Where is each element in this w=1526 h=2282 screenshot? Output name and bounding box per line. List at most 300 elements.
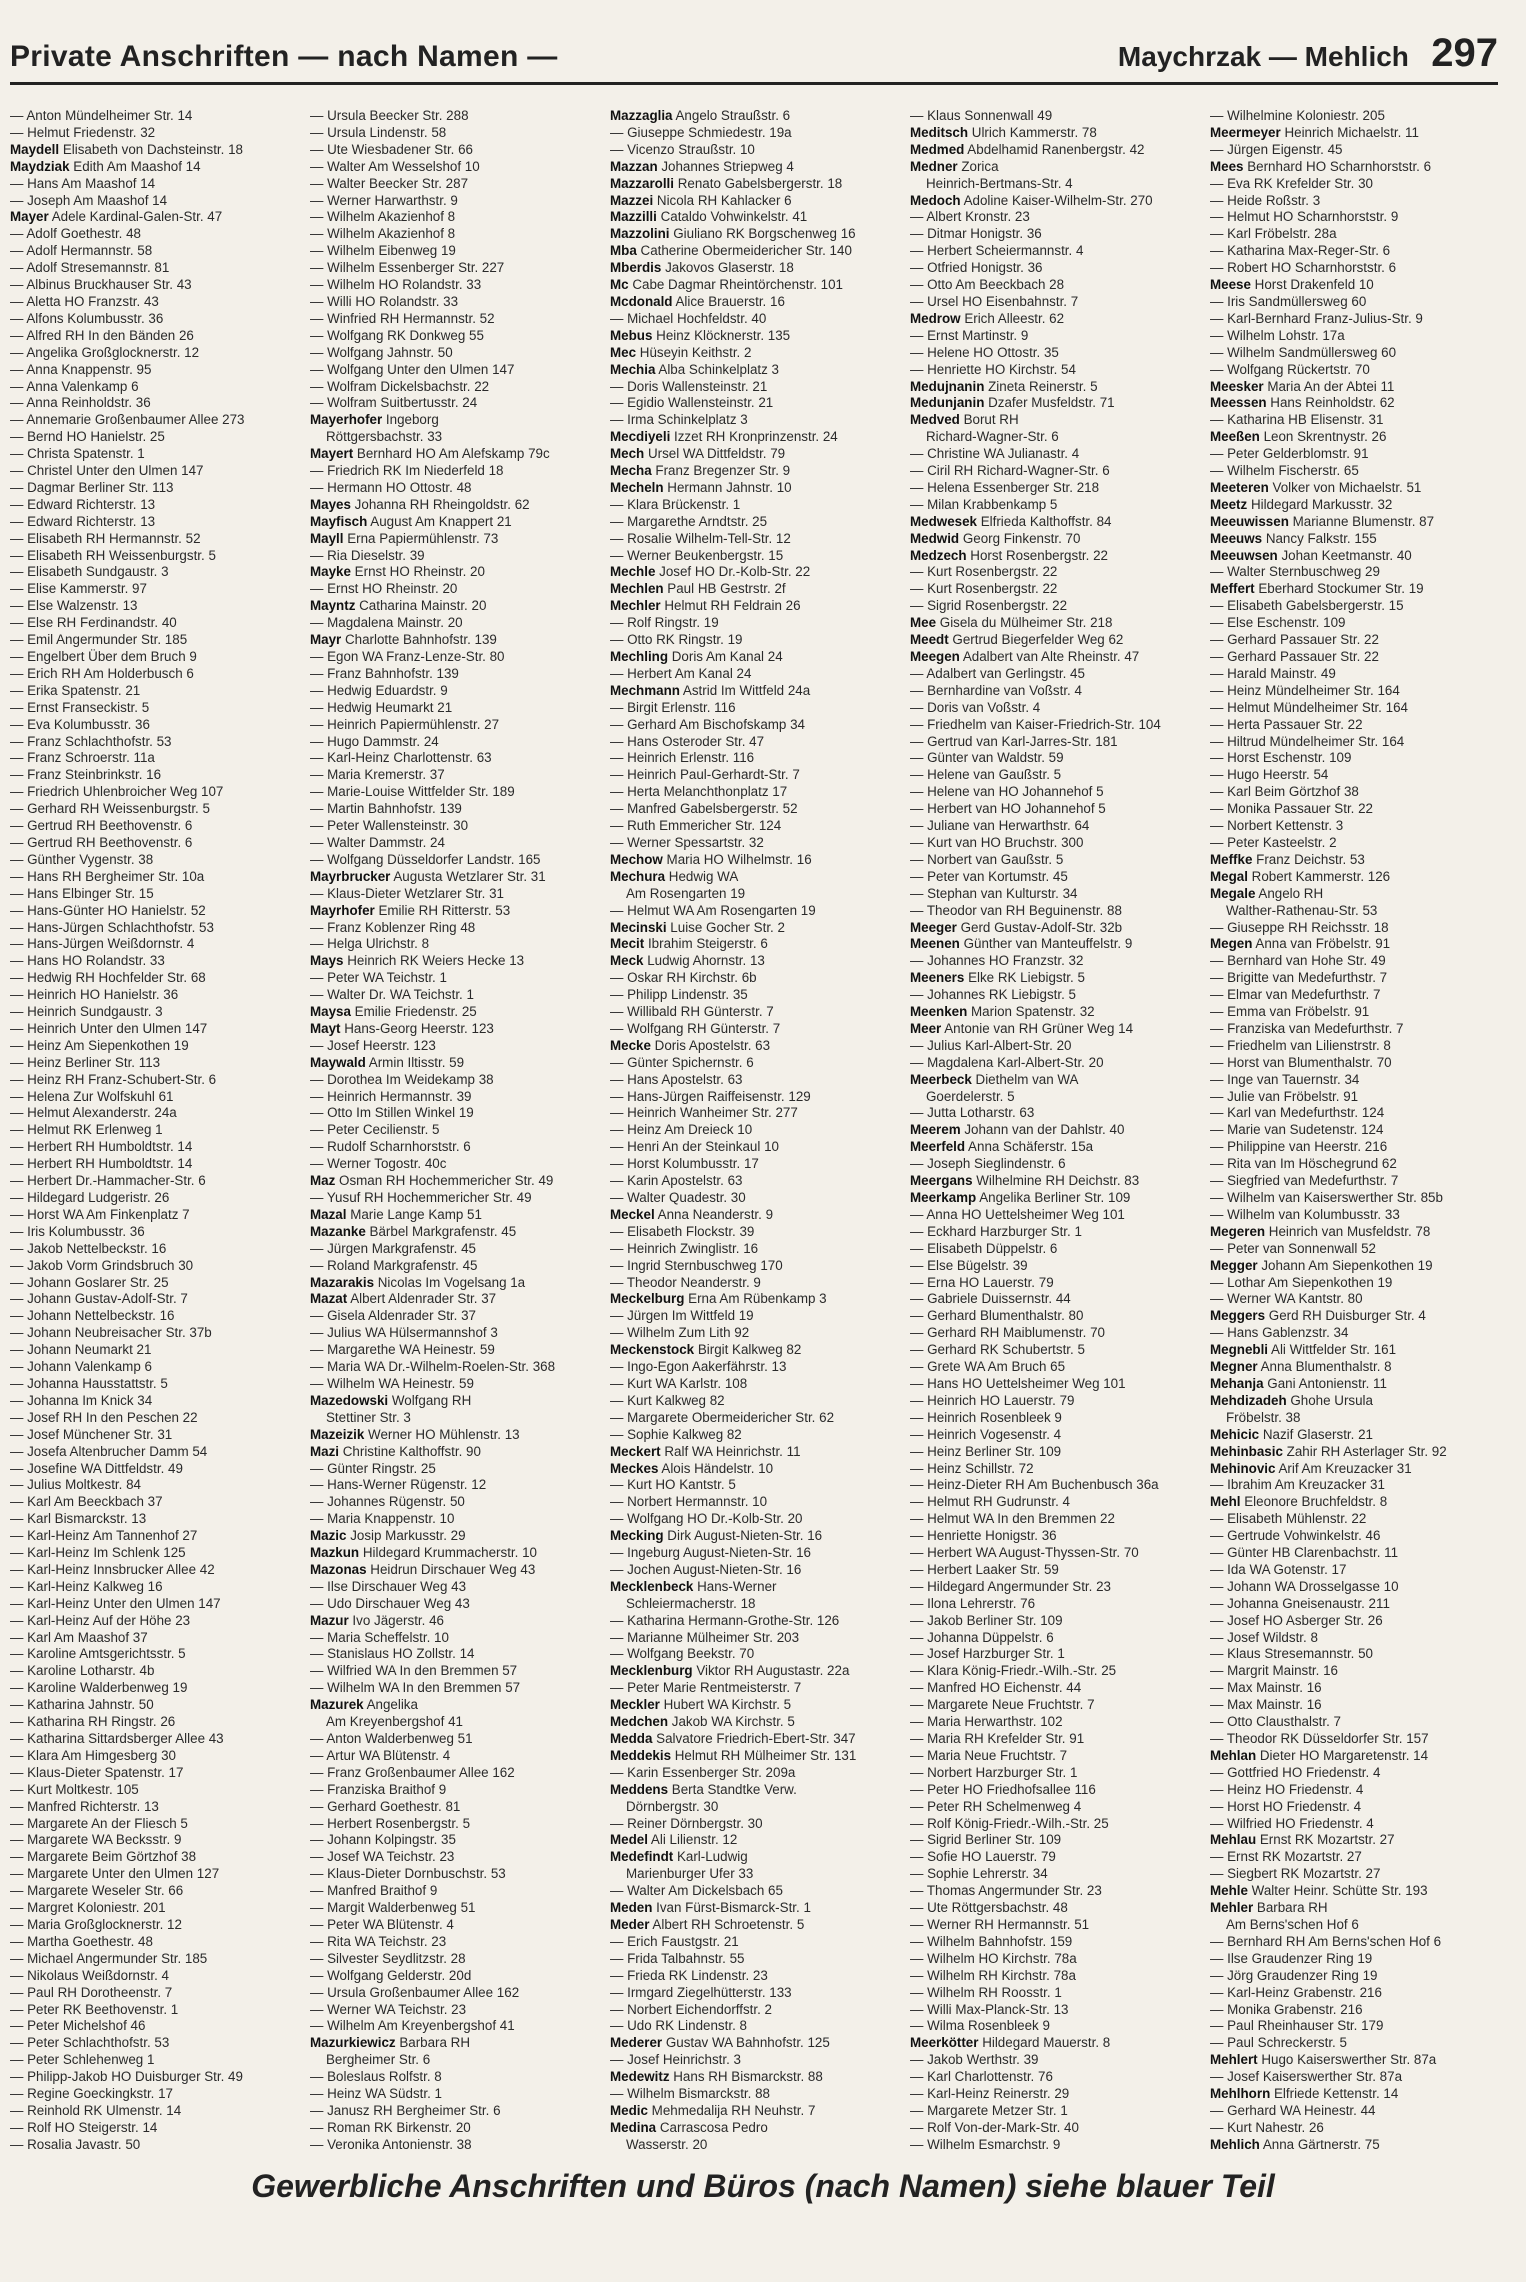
directory-entry: — Karoline Walderbenweg 19 [10, 1680, 188, 1696]
directory-entry: — Heinrich Zwinglistr. 16 [610, 1240, 759, 1256]
directory-entry: — Max Mainstr. 16 [1210, 1680, 1322, 1696]
directory-entry: — Margarete Unter den Ulmen 127 [10, 1866, 220, 1882]
directory-entry: Meddens Berta Standtke Verw. [610, 1781, 797, 1797]
directory-entry: — Engelbert Über dem Bruch 9 [10, 649, 197, 664]
directory-entry: Goerdelerstr. 5 [926, 1088, 1015, 1104]
directory-entry: — Klaus-Dieter Spatenstr. 17 [10, 1764, 184, 1780]
directory-entry: — Karin Apostelstr. 63 [610, 1173, 743, 1189]
directory-entry: Medel Ali Lilienstr. 12 [610, 1832, 738, 1848]
directory-entry: Meesker Maria An der Abtei 11 [1210, 378, 1395, 394]
directory-entry: — Angelika Großglocknerstr. 12 [10, 344, 200, 360]
directory-entry: Mazzan Johannes Striepweg 4 [610, 158, 794, 174]
directory-entry: — Erna HO Lauerstr. 79 [910, 1274, 1054, 1290]
directory-entry: Megeren Heinrich van Musfeldstr. 78 [1210, 1223, 1431, 1239]
directory-entry: — Christel Unter den Ulmen 147 [10, 463, 204, 479]
directory-entry: — Wolfram Suitbertusstr. 24 [310, 395, 478, 411]
directory-entry: Mazzarolli Renato Gabelsbergerstr. 18 [610, 175, 843, 191]
directory-entry: — Dorothea Im Weidekamp 38 [310, 1071, 494, 1087]
directory-entry: — Klara Brückenstr. 1 [610, 496, 741, 512]
directory-entry: — Ernst Martinstr. 9 [910, 327, 1029, 343]
directory-entry: — Paul Schreckerstr. 5 [1210, 2035, 1347, 2051]
directory-entry: Meerkötter Hildegard Mauerstr. 8 [910, 2035, 1111, 2051]
directory-entry: — Hans-Werner Rügenstr. 12 [310, 1477, 487, 1493]
directory-entry: — Thomas Angermunder Str. 23 [910, 1883, 1102, 1899]
directory-entry: — Katharina Sittardsberger Allee 43 [10, 1731, 224, 1746]
directory-entry: — Nikolaus Weißdornstr. 4 [10, 1967, 170, 1983]
directory-entry: Meder Albert RH Schroetenstr. 5 [610, 1916, 805, 1932]
directory-entry: — Johann Nettelbeckstr. 16 [10, 1308, 175, 1324]
directory-entry: — Heide Roßstr. 3 [1210, 192, 1321, 208]
directory-entry: — Gertrud van Karl-Jarres-Str. 181 [910, 733, 1118, 749]
directory-entry: — Gertrud RH Beethovenstr. 6 [10, 834, 193, 850]
directory-entry: — Wolfgang Düsseldorfer Landstr. 165 [310, 851, 541, 867]
directory-entry: Megger Johann Am Siepenkothen 19 [1210, 1257, 1433, 1273]
directory-entry: — Wilma Rosenbleek 9 [910, 2018, 1050, 2034]
directory-entry: — Josef Münchener Str. 31 [10, 1426, 173, 1442]
directory-entry: — Egidio Wallensteinstr. 21 [610, 395, 774, 411]
directory-entry: Heinrich-Bertmans-Str. 4 [926, 175, 1073, 191]
directory-entry: — Günter Spichernstr. 6 [610, 1054, 754, 1070]
directory-entry: — Gerhard Goethestr. 81 [310, 1798, 461, 1814]
directory-entry: — Philipp Lindenstr. 35 [610, 987, 748, 1003]
directory-entry: Meenken Marion Spatenstr. 32 [910, 1004, 1095, 1020]
directory-entry: — Giuseppe Schmiedestr. 19a [610, 124, 792, 140]
directory-entry: — Helmut RH Gudrunstr. 4 [910, 1494, 1070, 1510]
directory-entry: — Heinrich Rosenbleek 9 [910, 1409, 1062, 1425]
directory-entry: Mazurek Angelika [310, 1697, 418, 1713]
directory-entry: — Hans Elbinger Str. 15 [10, 885, 154, 901]
directory-entry: — Jürgen Im Wittfeld 19 [610, 1308, 754, 1324]
directory-entry: — Heinrich Papiermühlenstr. 27 [310, 716, 500, 732]
directory-entry: — Heinrich Sundgaustr. 3 [10, 1004, 163, 1020]
directory-entry: — Friedhelm van Kaiser-Friedrich-Str. 104 [910, 716, 1161, 732]
directory-entry: — Manfred Gabelsbergerstr. 52 [610, 801, 798, 817]
directory-entry: — Anton Mündelheimer Str. 14 [10, 108, 193, 123]
directory-entry: Mecklenburg Viktor RH Augustastr. 22a [610, 1663, 850, 1679]
listing-column-1 [10, 108, 298, 2154]
directory-entry: — Johann Gustav-Adolf-Str. 7 [10, 1291, 188, 1307]
directory-entry: — Helmut Friedenstr. 32 [10, 124, 156, 140]
directory-entry: — Josef WA Teichstr. 23 [310, 1849, 455, 1865]
directory-entry: — Marie van Sudetenstr. 124 [1210, 1122, 1384, 1138]
directory-entry: — Johanna Hausstattstr. 5 [10, 1375, 168, 1391]
directory-entry: Mayerhofer Ingeborg [310, 412, 439, 428]
directory-entry: — Frieda RK Lindenstr. 23 [610, 1967, 768, 1983]
directory-entry: — Wilhelm Esmarchstr. 9 [910, 2136, 1061, 2152]
directory-entry: — Karl-Bernhard Franz-Julius-Str. 9 [1210, 310, 1423, 326]
directory-entry: — Hans Am Maashof 14 [10, 175, 156, 191]
directory-entry: Mazzilli Cataldo Vohwinkelstr. 41 [610, 209, 808, 225]
directory-entry: — Gerhard Passauer Str. 22 [1210, 632, 1379, 648]
directory-entry: Mazedowski Wolfgang RH [310, 1392, 472, 1408]
directory-entry: — Gerhard RH Weissenburgstr. 5 [10, 801, 210, 817]
directory-entry: — Werner WA Kantstr. 80 [1210, 1291, 1363, 1307]
directory-entry: Wasserstr. 20 [626, 2136, 708, 2152]
directory-entry: — Karl-Heinz Grabenstr. 216 [1210, 1984, 1382, 2000]
directory-entry: — Wolfgang RH Günterstr. 7 [610, 1020, 781, 1036]
directory-entry: Meergans Wilhelmine RH Deichstr. 83 [910, 1173, 1140, 1189]
directory-entry: Walther-Rathenau-Str. 53 [1226, 902, 1378, 918]
directory-entry: — Helmut HO Scharnhorststr. 9 [1210, 209, 1399, 225]
directory-entry: — Helena Essenberger Str. 218 [910, 479, 1100, 495]
directory-entry: — Wolfgang Jahnstr. 50 [310, 344, 453, 360]
directory-entry: Medner Zorica [910, 158, 999, 174]
directory-entry: — Helmut WA In den Bremmen 22 [910, 1511, 1115, 1527]
directory-entry: — Günther Vygenstr. 38 [10, 851, 154, 867]
directory-entry: — Henri An der Steinkaul 10 [610, 1139, 779, 1155]
directory-entry: — Werner Spessartstr. 32 [610, 834, 764, 850]
directory-entry: — Theodor van RH Beguinenstr. 88 [910, 902, 1122, 918]
directory-entry: — Roman RK Birkenstr. 20 [310, 2119, 471, 2135]
directory-entry: Mechler Helmut RH Feldrain 26 [610, 598, 801, 614]
directory-entry: — Klara Am Himgesberg 30 [10, 1747, 176, 1763]
directory-entry: — Wilhelm van Kolumbusstr. 33 [1210, 1206, 1400, 1222]
directory-entry: — Ibrahim Am Kreuzacker 31 [1210, 1477, 1385, 1493]
directory-entry: — Klara König-Friedr.-Wilh.-Str. 25 [910, 1663, 1117, 1679]
directory-entry: — Gerhard RH Maiblumenstr. 70 [910, 1325, 1105, 1341]
directory-entry: Am Berns'schen Hof 6 [1226, 1916, 1359, 1932]
directory-entry: Mecha Franz Bregenzer Str. 9 [610, 463, 791, 479]
directory-entry: Mees Bernhard HO Scharnhorststr. 6 [1210, 158, 1432, 174]
directory-entry: — Hans Osteroder Str. 47 [610, 733, 765, 749]
directory-entry: — Michael Hochfeldstr. 40 [610, 310, 767, 326]
directory-entry: Mehlhorn Elfriede Kettenstr. 14 [1210, 2086, 1399, 2102]
directory-entry: — Wilhelm Lohstr. 17a [1210, 327, 1345, 343]
directory-entry: — Helmut WA Am Rosengarten 19 [610, 902, 816, 918]
directory-entry: — Siegbert RK Mozartstr. 27 [1210, 1866, 1381, 1882]
directory-entry: — Klaus-Dieter Wetzlarer Str. 31 [310, 885, 504, 901]
directory-entry: Maydziak Edith Am Maashof 14 [10, 158, 201, 174]
directory-entry: Medefindt Karl-Ludwig [610, 1849, 748, 1865]
directory-entry: — Helmut Mündelheimer Str. 164 [1210, 699, 1408, 715]
directory-entry: — Margarete An der Fliesch 5 [10, 1815, 188, 1831]
directory-entry: — Karl-Heinz Im Schlenk 125 [10, 1545, 186, 1561]
directory-entry: — Katharina Max-Reger-Str. 6 [1210, 243, 1391, 259]
directory-entry: — Bernhard RH Am Berns'schen Hof 6 [1210, 1933, 1442, 1949]
directory-entry: — Wilhelmine Koloniestr. 205 [1210, 108, 1385, 123]
directory-entry: — Jakob Vorm Grindsbruch 30 [10, 1257, 194, 1273]
directory-entry: — Kurt Nahestr. 26 [1210, 2119, 1324, 2135]
directory-entry: — Heinz Schillstr. 72 [910, 1460, 1034, 1476]
directory-entry: — Heinrich Hermannstr. 39 [310, 1088, 472, 1104]
directory-entry: Mayfisch August Am Knappert 21 [310, 513, 512, 529]
directory-entry: — Rolf Ringstr. 19 [610, 615, 719, 631]
directory-entry: — Martha Goethestr. 48 [10, 1933, 153, 1949]
directory-entry: — Helmut RK Erlenweg 1 [10, 1122, 163, 1138]
directory-entry: — Anna Knappenstr. 95 [10, 361, 152, 377]
directory-entry: Mechura Hedwig WA [610, 868, 739, 884]
directory-entry: Mecking Dirk August-Nieten-Str. 16 [610, 1528, 823, 1544]
directory-entry: — Margarete Metzer Str. 1 [910, 2102, 1068, 2118]
directory-entry: — Horst HO Friedenstr. 4 [1210, 1798, 1362, 1814]
directory-entry: — Herbert Laaker Str. 59 [910, 1561, 1059, 1577]
directory-entry: — Sophie Kalkweg 82 [610, 1426, 742, 1442]
directory-entry: — Walter Dammstr. 24 [310, 834, 445, 850]
directory-entry: — Joseph Sieglindenstr. 6 [910, 1156, 1066, 1172]
directory-entry: — Margarete Beim Görtzhof 38 [10, 1849, 197, 1865]
directory-entry: — Boleslaus Rolfstr. 8 [310, 2069, 442, 2085]
directory-entry: Röttgersbachstr. 33 [326, 429, 443, 445]
directory-entry: — Josefa Altenbrucher Damm 54 [10, 1443, 208, 1459]
directory-entry: — Ilse Graudenzer Ring 19 [1210, 1950, 1373, 1966]
directory-entry: Maz Osman RH Hochemmericher Str. 49 [310, 1173, 554, 1189]
directory-entry: — Helena Zur Wolfskuhl 61 [10, 1088, 174, 1104]
directory-entry: — Karl Am Maashof 37 [10, 1629, 148, 1645]
directory-entry: — Wolfgang HO Dr.-Kolb-Str. 20 [610, 1511, 803, 1527]
directory-entry: — Karl Fröbelstr. 28a [1210, 226, 1337, 242]
directory-entry: — Wilhelm Am Kreyenbergshof 41 [310, 2018, 515, 2034]
directory-entry: — Jörg Graudenzer Ring 19 [1210, 1967, 1378, 1983]
directory-entry: — Manfred Braithof 9 [310, 1883, 438, 1899]
directory-entry: — Heinrich Vogesenstr. 4 [910, 1426, 1062, 1442]
directory-entry: — Margit Walderbenweg 51 [310, 1900, 476, 1916]
directory-entry: — Wilhelm van Kaiserswerther Str. 85b [1210, 1190, 1443, 1205]
directory-entry: — Peter Kasteelstr. 2 [1210, 834, 1337, 850]
directory-entry: — Elisabeth Düppelstr. 6 [910, 1240, 1058, 1256]
directory-entry: — Otto RK Ringstr. 19 [610, 632, 743, 648]
directory-entry: Mecklenbeck Hans-Werner [610, 1578, 777, 1594]
directory-entry: — Friedhelm van Lilienstrstr. 8 [1210, 1037, 1391, 1053]
directory-entry: Meerkamp Angelika Berliner Str. 109 [910, 1190, 1131, 1205]
directory-entry: — Johannes Rügenstr. 50 [310, 1494, 465, 1510]
directory-entry: — Marie-Louise Wittfelder Str. 189 [310, 784, 515, 800]
directory-entry: — Heinrich Paul-Gerhardt-Str. 7 [610, 767, 800, 783]
directory-entry: Meeuws Nancy Falkstr. 155 [1210, 530, 1377, 546]
directory-entry: — Sigrid Rosenbergstr. 22 [910, 598, 1068, 614]
directory-entry: — Walter Dr. WA Teichstr. 1 [310, 987, 474, 1003]
directory-entry: — Elisabeth Mühlenstr. 22 [1210, 1511, 1367, 1527]
directory-entry: Meeteren Volker von Michaelstr. 51 [1210, 479, 1422, 495]
directory-entry: — Adolf Hermannstr. 58 [10, 243, 153, 259]
directory-entry: Meerfeld Anna Schäferstr. 15a [910, 1139, 1094, 1155]
directory-entry: — Heinz HO Friedenstr. 4 [1210, 1781, 1364, 1797]
directory-entry: — Wilhelm Fischerstr. 65 [1210, 463, 1359, 479]
directory-entry: — Marianne Mülheimer Str. 203 [610, 1629, 800, 1645]
directory-entry: — Else Eschenstr. 109 [1210, 615, 1346, 631]
directory-entry: Meerbeck Diethelm van WA [910, 1071, 1079, 1087]
directory-entry: Mehlert Hugo Kaiserswerther Str. 87a [1210, 2052, 1437, 2068]
directory-entry: — Hans HO Rolandstr. 33 [10, 953, 165, 969]
directory-entry: — Jürgen Markgrafenstr. 45 [310, 1240, 476, 1256]
directory-entry: — Gerhard RK Schubertstr. 5 [910, 1342, 1085, 1358]
directory-entry: — Günter Ringstr. 25 [310, 1460, 436, 1476]
directory-entry: — Katharina RH Ringstr. 26 [10, 1714, 176, 1730]
directory-entry: Mehinovic Arif Am Kreuzacker 31 [1210, 1460, 1412, 1476]
directory-entry: — Edward Richterstr. 13 [10, 513, 156, 529]
directory-entry: — Josef Kaiserswerther Str. 87a [1210, 2069, 1403, 2085]
directory-entry: — Anna HO Uettelsheimer Weg 101 [910, 1206, 1125, 1222]
directory-entry: — Horst Kolumbusstr. 17 [610, 1156, 759, 1172]
directory-entry: — Gerhard Blumenthalstr. 80 [910, 1308, 1084, 1324]
directory-entry: Maywald Armin Iltisstr. 59 [310, 1054, 465, 1070]
directory-entry: — Peter WA Blütenstr. 4 [310, 1916, 454, 1932]
directory-entry: — Wilhelm WA Heinestr. 59 [310, 1375, 474, 1391]
directory-entry: Mechlen Paul HB Gestrstr. 2f [610, 581, 786, 597]
directory-entry: — Friedrich RK Im Niederfeld 18 [310, 463, 504, 479]
directory-entry: — Irma Schinkelplatz 3 [610, 412, 748, 428]
directory-entry: — Kurt van HO Bruchstr. 300 [910, 834, 1084, 850]
directory-entry: Mayr Charlotte Bahnhofstr. 139 [310, 632, 497, 648]
directory-entry: — Klaus Stresemannstr. 50 [1210, 1646, 1373, 1662]
directory-entry: — Walter Sternbuschweg 29 [1210, 564, 1380, 580]
directory-entry: Meer Antonie van RH Grüner Weg 14 [910, 1020, 1134, 1036]
directory-entry: — Egon WA Franz-Lenze-Str. 80 [310, 649, 505, 664]
directory-entry: Mehlich Anna Gärtnerstr. 75 [1210, 2136, 1380, 2152]
directory-entry: Meckler Hubert WA Kirchstr. 5 [610, 1697, 792, 1713]
directory-entry: — Gerhard Passauer Str. 22 [1210, 649, 1379, 664]
directory-entry: — Ursula Großenbaumer Allee 162 [310, 1984, 520, 2000]
directory-entry: — Elisabeth Sundgaustr. 3 [10, 564, 169, 580]
directory-entry: — Josef Heinrichstr. 3 [610, 2052, 741, 2068]
directory-entry: — Albinus Bruckhauser Str. 43 [10, 277, 192, 293]
directory-entry: — Sigrid Berliner Str. 109 [910, 1832, 1062, 1848]
directory-entry: — Katharina HB Elisenstr. 31 [1210, 412, 1384, 428]
directory-entry: Mazarakis Nicolas Im Vogelsang 1a [310, 1274, 526, 1290]
directory-entry: — Willi Max-Planck-Str. 13 [910, 2001, 1069, 2017]
directory-entry: — Peter Michelshof 46 [10, 2018, 146, 2034]
directory-entry: — Alfons Kolumbusstr. 36 [10, 310, 164, 326]
directory-entry: Schleiermacherstr. 18 [626, 1595, 756, 1611]
directory-entry: — Horst Eschenstr. 109 [1210, 750, 1352, 766]
directory-entry: — Ruth Emmericher Str. 124 [610, 818, 782, 834]
directory-entry: — Karl-Heinz Am Tannenhof 27 [10, 1528, 198, 1544]
directory-entry: — Friedrich Uhlenbroicher Weg 107 [10, 784, 224, 800]
directory-entry: Mazkun Hildegard Krummacherstr. 10 [310, 1545, 537, 1561]
directory-entry: — Maria Knappenstr. 10 [310, 1511, 455, 1527]
directory-entry: — Johann Goslarer Str. 25 [10, 1274, 169, 1290]
directory-entry: — Aletta HO Franzstr. 43 [10, 293, 159, 309]
directory-entry: Meck Ludwig Ahornstr. 13 [610, 953, 765, 969]
directory-entry: — Elmar van Medefurthstr. 7 [1210, 987, 1381, 1003]
directory-entry: Medmed Abdelhamid Ranenbergstr. 42 [910, 141, 1145, 157]
directory-entry: — Werner Harwarthstr. 9 [310, 192, 458, 208]
page-title: Private Anschriften — nach Namen — [10, 40, 558, 73]
directory-entry: Mehlan Dieter HO Margaretenstr. 14 [1210, 1747, 1429, 1763]
directory-entry: — Johanna Gneisenaustr. 211 [1210, 1595, 1390, 1611]
directory-entry: — Walter Am Wesselshof 10 [310, 158, 480, 174]
directory-entry: — Josefine WA Dittfeldstr. 49 [10, 1460, 183, 1476]
directory-entry: Maysa Emilie Friedenstr. 25 [310, 1004, 477, 1020]
directory-entry: — Helga Ulrichstr. 8 [310, 936, 430, 952]
directory-entry: — Hermann HO Ottostr. 48 [310, 479, 472, 495]
directory-entry: — Helmut Alexanderstr. 24a [10, 1105, 177, 1121]
directory-entry: Meddekis Helmut RH Mülheimer Str. 131 [610, 1747, 857, 1763]
directory-entry: — Karl-Heinz Innsbrucker Allee 42 [10, 1561, 215, 1577]
directory-entry: — Jürgen Eigenstr. 45 [1210, 141, 1343, 157]
directory-entry: — Max Mainstr. 16 [1210, 1697, 1322, 1713]
directory-entry: Mayntz Catharina Mainstr. 20 [310, 598, 487, 614]
directory-entry: — Peter HO Friedhofsallee 116 [910, 1781, 1096, 1797]
directory-entry: Fröbelstr. 38 [1226, 1409, 1301, 1425]
directory-entry: — Werner WA Teichstr. 23 [310, 2001, 467, 2017]
directory-entry: Medda Salvatore Friedrich-Ebert-Str. 347 [610, 1731, 856, 1746]
directory-entry: — Peter Cecilienstr. 5 [310, 1122, 440, 1138]
directory-entry: Medrow Erich Alleestr. 62 [910, 310, 1065, 326]
directory-entry: — Franziska van Medefurthstr. 7 [1210, 1020, 1404, 1036]
directory-entry: Mazur Ivo Jägerstr. 46 [310, 1612, 444, 1628]
directory-entry: — Peter Schlachthofstr. 53 [10, 2035, 170, 2051]
directory-entry: — Franz Schlachthofstr. 53 [10, 733, 172, 749]
directory-entry: Dörnbergstr. 30 [626, 1798, 719, 1814]
directory-entry: — Ernst Franseckistr. 5 [10, 699, 150, 715]
directory-entry: — Henriette HO Kirchstr. 54 [910, 361, 1076, 377]
directory-entry: — Hildegard Angermunder Str. 23 [910, 1578, 1111, 1594]
directory-entry: — Werner Beukenbergstr. 15 [610, 547, 784, 563]
directory-entry: — Ilse Dirschauer Weg 43 [310, 1578, 467, 1594]
directory-entry: — Heinrich HO Hanielstr. 36 [10, 987, 179, 1003]
directory-entry: — Paul Rheinhauser Str. 179 [1210, 2018, 1384, 2034]
directory-entry: — Margarete Obermeidericher Str. 62 [610, 1409, 835, 1425]
directory-entry: — Maria Herwarthstr. 102 [910, 1714, 1063, 1730]
directory-entry: — Herta Passauer Str. 22 [1210, 716, 1363, 732]
directory-entry: Mayt Hans-Georg Heerstr. 123 [310, 1020, 494, 1036]
directory-entry: Mechling Doris Am Kanal 24 [610, 649, 783, 664]
directory-entry: — Rita van Im Höschegrund 62 [1210, 1156, 1397, 1172]
directory-entry: — Reinhold RK Ulmenstr. 14 [10, 2102, 182, 2118]
directory-entry: — Roland Markgrafenstr. 45 [310, 1257, 478, 1273]
directory-entry: — Wilhelm RH Kirchstr. 78a [910, 1967, 1076, 1983]
directory-entry: Mazic Josip Markusstr. 29 [310, 1528, 466, 1544]
directory-entry: Mayer Adele Kardinal-Galen-Str. 47 [10, 209, 223, 225]
directory-entry: — Kurt WA Karlstr. 108 [610, 1375, 748, 1391]
directory-entry: — Elisabeth RH Weissenburgstr. 5 [10, 547, 216, 563]
directory-entry: — Wilhelm Eibenweg 19 [310, 243, 456, 259]
directory-entry: — Otto Clausthalstr. 7 [1210, 1714, 1341, 1730]
directory-entry: — Harald Mainstr. 49 [1210, 665, 1336, 681]
directory-entry: — Wilhelm Essenberger Str. 227 [310, 260, 505, 276]
directory-entry: Medzech Horst Rosenbergstr. 22 [910, 547, 1108, 563]
directory-entry: — Elisabeth Gabelsbergerstr. 15 [1210, 598, 1404, 614]
directory-entry: — Peter van Kortumstr. 45 [910, 868, 1068, 884]
directory-entry: Meese Horst Drakenfeld 10 [1210, 277, 1374, 293]
directory-entry: — Frida Talbahnstr. 55 [610, 1950, 745, 1966]
directory-entry: Mecke Doris Apostelstr. 63 [610, 1037, 771, 1053]
directory-entry: — Yusuf RH Hochemmericher Str. 49 [310, 1190, 532, 1205]
directory-entry: — Margarete Weseler Str. 66 [10, 1883, 184, 1899]
directory-entry: — Karl-Heinz Kalkweg 16 [10, 1578, 163, 1594]
directory-entry: Meckel Anna Neanderstr. 9 [610, 1206, 774, 1222]
directory-entry: — Manfred Richterstr. 13 [10, 1798, 159, 1814]
directory-entry: — Karl Bismarckstr. 13 [10, 1511, 147, 1527]
directory-entry: — Adolf Stresemannstr. 81 [10, 260, 170, 276]
directory-entry: Meenen Günther van Manteuffelstr. 9 [910, 936, 1133, 952]
directory-entry: — Emil Angermunder Str. 185 [10, 632, 188, 648]
directory-entry: — Karoline Amtsgerichtsstr. 5 [10, 1646, 186, 1662]
page-number: 297 [1431, 31, 1498, 75]
directory-entry: — Wolfgang Gelderstr. 20d [310, 1967, 472, 1983]
directory-entry: — Gottfried HO Friedenstr. 4 [1210, 1764, 1381, 1780]
directory-entry: — Hans Gablenzstr. 34 [1210, 1325, 1349, 1341]
directory-entry: — Katharina Jahnstr. 50 [10, 1697, 154, 1713]
directory-entry: — Peter Gelderblomstr. 91 [1210, 446, 1369, 462]
directory-entry: — Janusz RH Bergheimer Str. 6 [310, 2102, 501, 2118]
directory-entry: — Hedwig RH Hochfelder Str. 68 [10, 970, 206, 986]
directory-entry: — Anton Walderbenweg 51 [310, 1731, 473, 1746]
directory-entry: Mehler Barbara RH [1210, 1900, 1328, 1916]
directory-entry: Meeßen Leon Skrentnystr. 26 [1210, 429, 1387, 445]
listing-column-3 [610, 108, 898, 2154]
directory-entry: — Maria Neue Fruchtstr. 7 [910, 1747, 1068, 1763]
directory-entry: — Kurt Rosenbergstr. 22 [910, 564, 1058, 580]
directory-entry: Mecit Ibrahim Steigerstr. 6 [610, 936, 768, 952]
directory-entry: Mazzolini Giuliano RK Borgschenweg 16 [610, 226, 856, 242]
directory-entry: — Wolfram Dickelsbachstr. 22 [310, 378, 490, 394]
directory-entry: — Maria Kremerstr. 37 [310, 767, 445, 783]
directory-entry: Medchen Jakob WA Kirchstr. 5 [610, 1714, 795, 1730]
directory-entry: — Elise Kammerstr. 97 [10, 581, 147, 597]
directory-entry: — Erika Spatenstr. 21 [10, 682, 141, 698]
directory-entry: — Anna Reinholdstr. 36 [10, 395, 151, 411]
